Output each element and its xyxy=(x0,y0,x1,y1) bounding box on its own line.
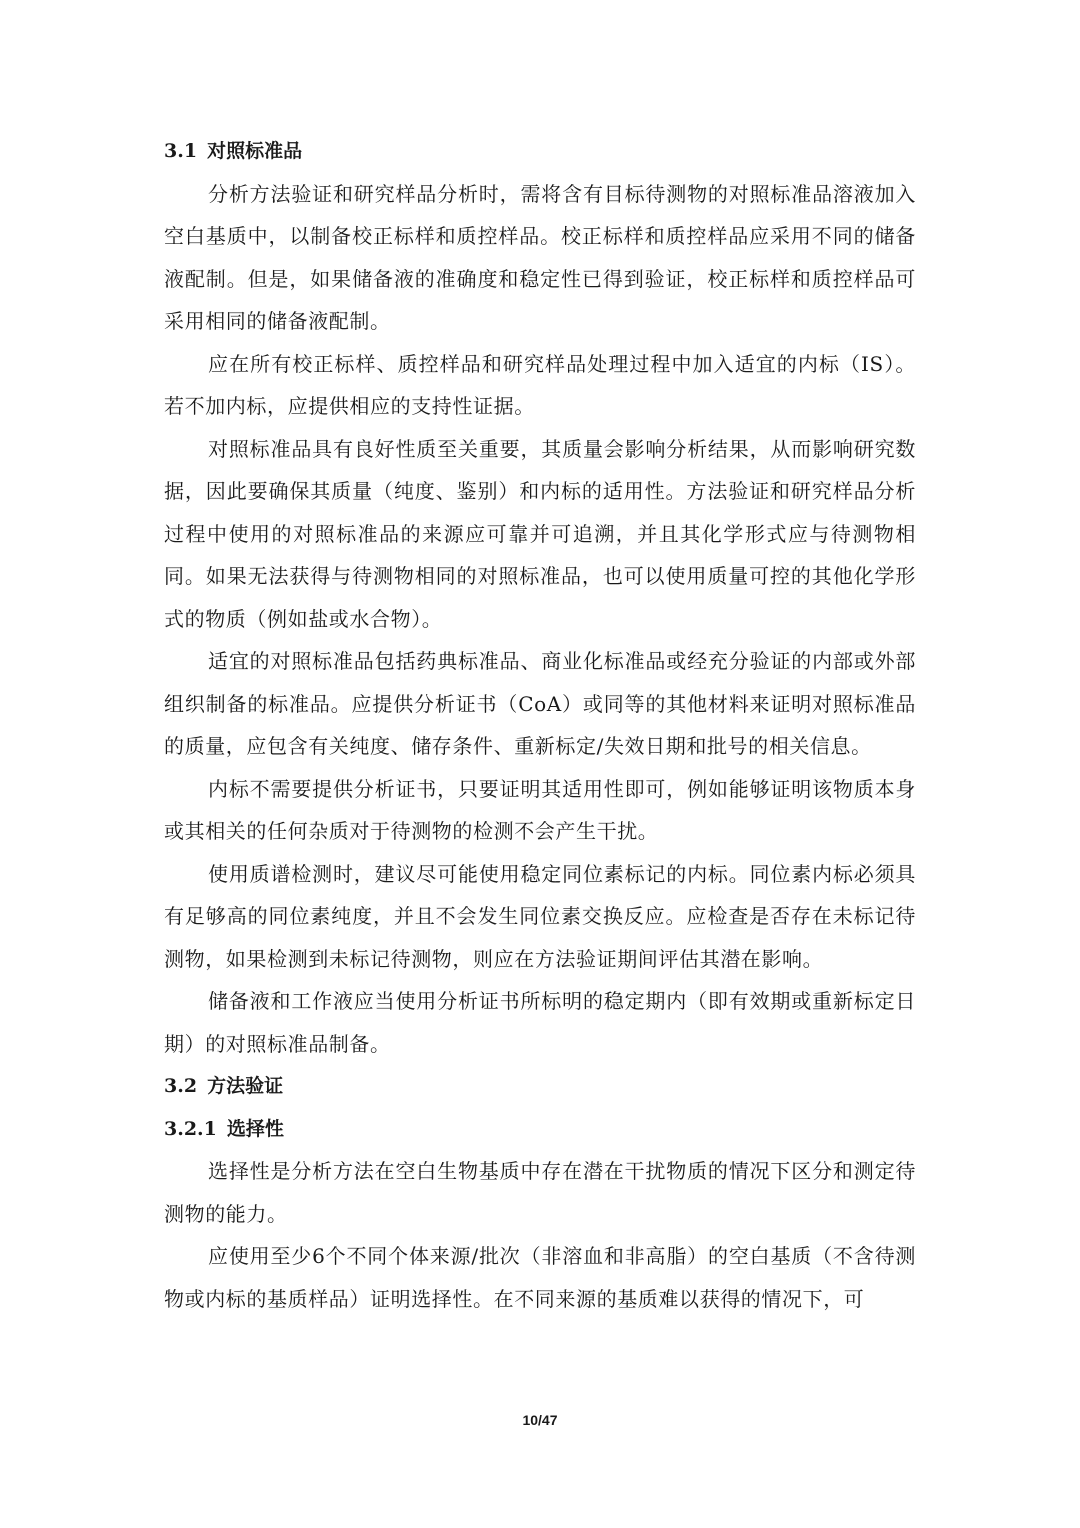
section-title: 对照标准品 xyxy=(207,140,303,162)
section-number: 3.2.1 xyxy=(164,1117,217,1140)
paragraph-reference-standard-quality: 对照标准品具有良好性质至关重要，其质量会影响分析结果，从而影响研究数据，因此要确保其质量（纯度、鉴别）和内标的适用性。方法验证和研究样品分析过程中使用的对照标准品的来源应可靠并可追溯，并且其化学形式应与待测物相同。如果无法获得与待测物相同的对照标准品，也可以使用质量可控的其他化学形式的物质（例如盐或水合物）。 xyxy=(164,436,916,631)
paragraph-internal-standard: 应在所有校正标样、质控样品和研究样品处理过程中加入适宜的内标（IS）。若不加内标，应提供相应的支持性证据。 xyxy=(164,351,916,418)
paragraph-selectivity-blank-matrix: 应使用至少6个不同个体来源/批次（非溶血和非高脂）的空白基质（不含待测物或内标的基质样品）证明选择性。在不同来源的基质难以获得的情况下，可 xyxy=(164,1244,916,1311)
section-heading-3-2-1 xyxy=(164,1108,916,1151)
paragraph-selectivity-definition: 选择性是分析方法在空白生物基质中存在潜在干扰物质的情况下区分和测定待测物的能力。 xyxy=(164,1159,916,1226)
section-heading-3-2 xyxy=(164,1065,916,1108)
paragraph-reference-standard-preparation: 分析方法验证和研究样品分析时，需将含有目标待测物的对照标准品溶液加入空白基质中，以制备校正标样和质控样品。校正标样和质控样品应采用不同的储备液配制。但是，如果储备液的准确度和稳定性已得到验证，校正标样和质控样品可采用相同的储备液配制。 xyxy=(164,181,916,333)
paragraph-internal-standard-coa: 内标不需要提供分析证书，只要证明其适用性即可，例如能够证明该物质本身或其相关的任何杂质对于待测物的检测不会产生干扰。 xyxy=(164,776,916,843)
paragraph-stock-solutions: 储备液和工作液应当使用分析证书所标明的稳定期内（即有效期或重新标定日期）的对照标准品制备。 xyxy=(164,989,916,1056)
section-heading-3-1 xyxy=(164,130,916,173)
section-number: 3.2 xyxy=(164,1075,198,1097)
page-content xyxy=(164,130,916,1320)
section-title: 选择性 xyxy=(226,1117,284,1140)
section-title: 方法验证 xyxy=(207,1075,284,1097)
paragraph-reference-standard-sources: 适宜的对照标准品包括药典标准品、商业化标准品或经充分验证的内部或外部组织制备的标准品。应提供分析证书（CoA）或同等的其他材料来证明对照标准品的质量，应包含有关纯度、储存条件、重新标定/失效日期和批号的相关信息。 xyxy=(164,649,916,758)
paragraph-mass-spec-isotope: 使用质谱检测时，建议尽可能使用稳定同位素标记的内标。同位素内标必须具有足够高的同位素纯度，并且不会发生同位素交换反应。应检查是否存在未标记待测物，如果检测到未标记待测物，则应在方法验证期间评估其潜在影响。 xyxy=(164,861,916,971)
page-number-footer: 10/47 xyxy=(522,1412,558,1428)
section-number: 3.1 xyxy=(164,140,198,162)
